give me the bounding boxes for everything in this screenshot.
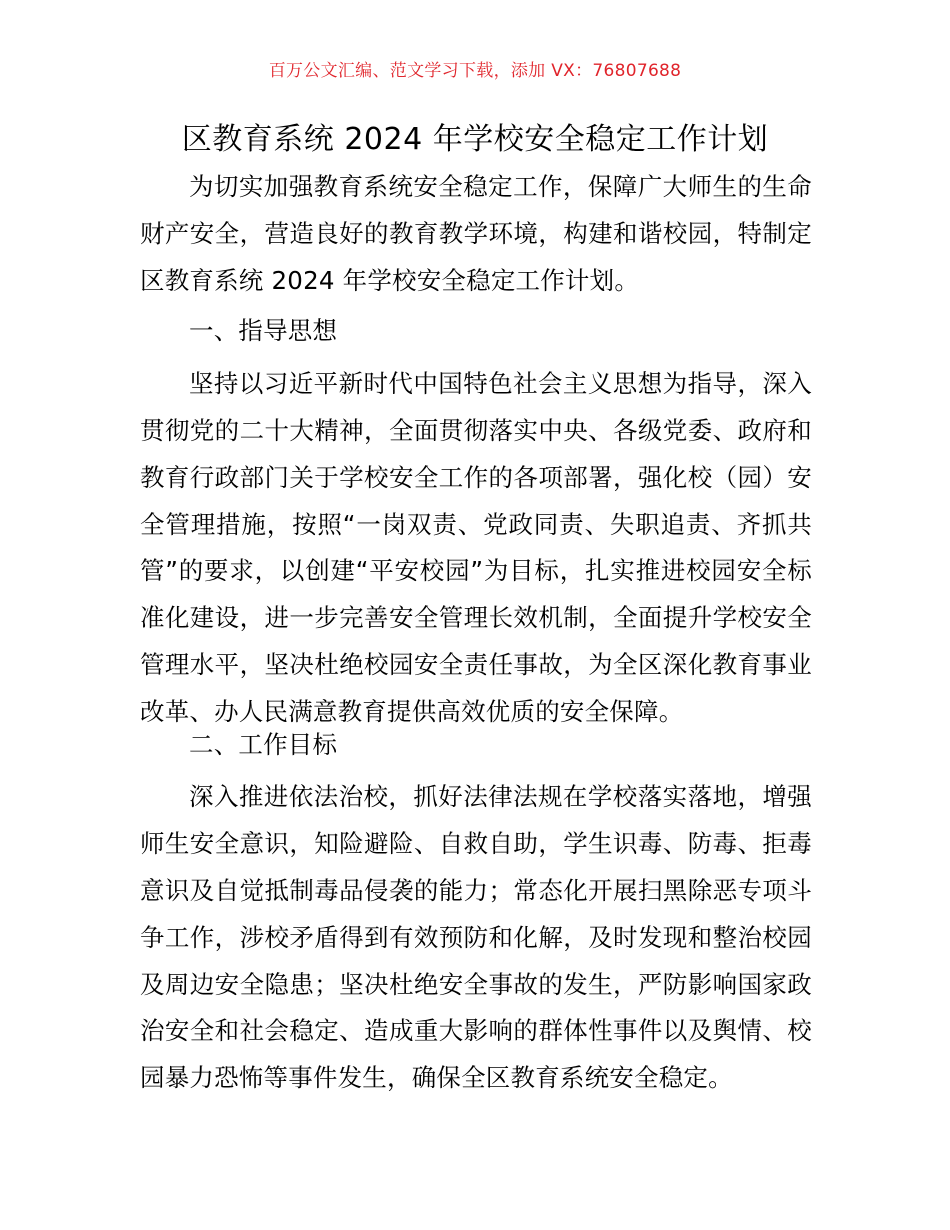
section-paragraph-work-goals: 深入推进依法治校，抓好法律法规在学校落实落地，增强师生安全意识，知险避险、自救自助，学生识毒、防毒、拒毒意识及自觉抵制毒品侵袭的能力；常态化开展扫黑除恶专项斗争工作，涉校矛盾得到有效预防和化解，及时发现和整治校园及周边安全隐患；坚决杜绝安全事故的发生，严防影响国家政治安全和社会稳定、造成重大影响的群体性事件以及舆情、校园暴力恐怖等事件发生，确保全区教育系统安全稳定。 [140,782,812,1093]
section-heading-guiding-ideology: 一、指导思想 [189,316,338,346]
document-title: 区教育系统 2024 年学校安全稳定工作计划 [181,122,769,157]
watermark-header: 百万公文汇编、范文学习下载，添加 VX：76807688 [268,61,682,81]
section-heading-work-goals: 二、工作目标 [189,729,338,759]
intro-paragraph: 为切实加强教育系统安全稳定工作，保障广大师生的生命财产安全，营造良好的教育教学环境，构建和谐校园，特制定区教育系统 2024 年学校安全稳定工作计划。 [140,172,812,295]
document-body [140,164,812,1102]
section-paragraph-guiding-ideology: 坚持以习近平新时代中国特色社会主义思想为指导，深入贯彻党的二十大精神，全面贯彻落实中央、各级党委、政府和教育行政部门关于学校安全工作的各项部署，强化校（园）安全管理措施，按照“一岗双责、党政同责、失职追责、齐抓共管”的要求，以创建“平安校园”为目标，扎实推进校园安全标准化建设，进一步完善安全管理长效机制，全面提升学校安全管理水平，坚决杜绝校园安全责任事故，为全区深化教育事业改革、办人民满意教育提供高效优质的安全保障。 [140,369,812,726]
